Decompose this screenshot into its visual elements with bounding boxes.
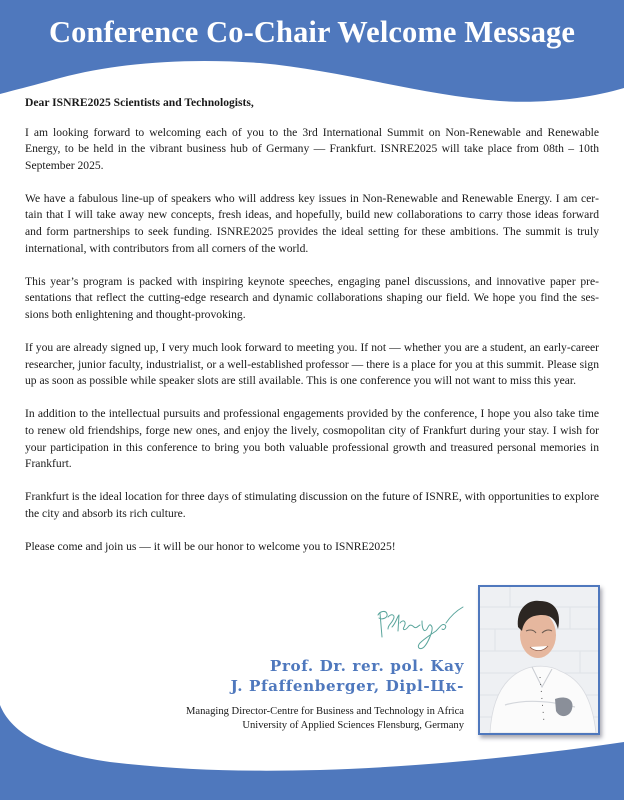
signatory-name-line-1: Prof. Dr. rer. pol. Kay <box>269 657 464 675</box>
letter-greeting: Dear ISNRE2025 Scientists and Technologists, <box>25 96 254 109</box>
handwritten-signature <box>370 603 465 653</box>
letter-paragraph: If you are already signed up, I very much look forward to meeting you. If not — whether you are a student, an early-career researcher, junior faculty, industrialist, or a well-established professor — there is a place for you at this summit. Please sign up as soon as possible while speaker slots are still available. This is one conference you will not want to miss this year. <box>25 341 599 388</box>
letter-paragraph: This year’s program is packed with inspiring keynote speeches, engaging panel discussions, and innovative paper presentations that reflect the cutting-edge research and dynamic collaborations shaping our field. We hope you find the sessions both enlightening and thought-provoking. <box>25 274 599 321</box>
footer-banner <box>0 690 624 800</box>
page-title: Conference Co-Chair Welcome Message <box>48 15 576 49</box>
signatory-name-line-2: J. Pfaffenberger, Dipl-Цк- <box>230 677 464 695</box>
footer-wave-shape <box>0 705 624 800</box>
signatory-title-line-1: Managing Director-Centre for Business and Technology in Africa <box>185 706 464 717</box>
letter-body <box>25 95 599 572</box>
letter-closing: Please come and join us — it will be our honor to welcome you to ISNRE2025! <box>25 539 396 553</box>
letter-paragraph: I am looking forward to welcoming each of you to the 3rd International Summit on Non-Renewable and Renewable Energy, to be held in the vibrant business hub of Germany — Frankfurt. ISNRE2025 will take place from 08th – 10th September 2025. <box>25 125 599 172</box>
letter-paragraph: Frankfurt is the ideal location for three days of stimulating discussion on the future of ISNRE, with opportunities to explore the city and absorb its rich culture. <box>25 490 599 520</box>
signatory-title-line-2: University of Applied Sciences Flensburg, Germany <box>242 720 464 731</box>
letter-paragraph: We have a fabulous line-up of speakers who will address key issues in Non-Renewable and Renewable Energy. I am certain that I will take away new concepts, fresh ideas, and hopefully, build new collaborations to carry those ideas forward and form partnerships to seek funding. ISNRE2025 provides the ideal setting for these ambitions. The summit is truly international, with contributors from all corners of the world. <box>25 191 599 255</box>
letter-paragraph: In addition to the intellectual pursuits and professional engagements provided by the conference, I hope you also take time to renew old friendships, forge new ones, and enjoy the lively, cosmopolitan city of Frankfurt during your stay. I wish for your participation in this conference to bring you both valuable professional growth and treasured personal memories in Frankfurt. <box>25 407 599 471</box>
